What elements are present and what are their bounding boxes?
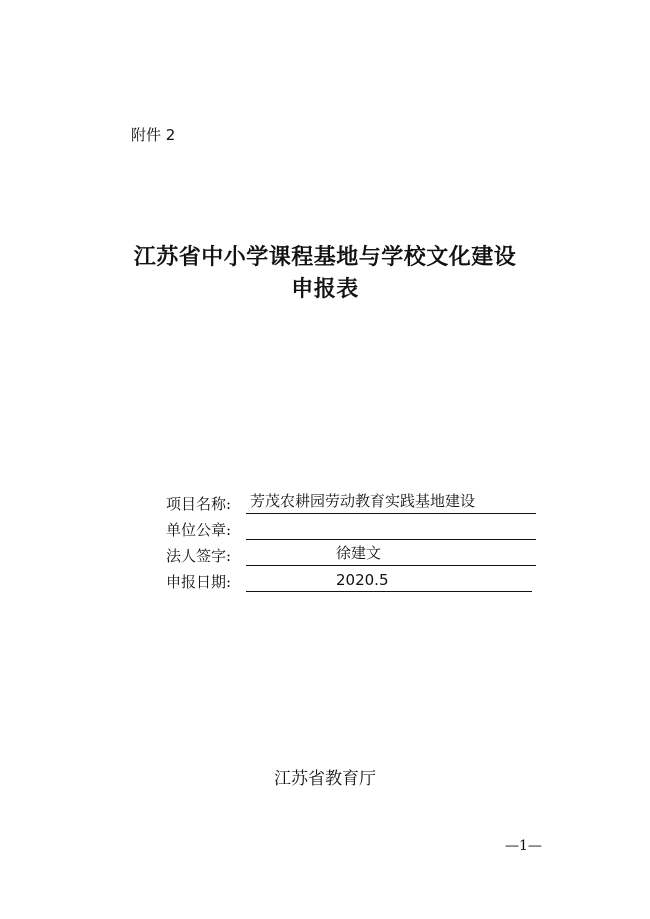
page-number: —1— [505,838,542,854]
document-title-line1: 江苏省中小学课程基地与学校文化建设 [133,245,517,270]
application-date-field [246,569,532,592]
document-title-line2: 申报表 [291,277,359,302]
application-date-label: 申报日期: [166,573,232,591]
application-date-value: 2020.5 [336,571,389,589]
unit-seal-field [246,517,536,540]
unit-seal-label: 单位公章: [166,521,232,539]
form-row-project-name [166,488,546,514]
legal-signature-field [246,543,536,566]
project-name-value: 芳茂农耕园劳动教育实践基地建设 [250,492,476,510]
project-name-label: 项目名称: [166,495,232,513]
form-row-application-date [166,566,546,592]
attachment-label: 附件 2 [131,126,176,144]
form-row-unit-seal [166,514,546,540]
legal-signature-label: 法人签字: [166,547,232,565]
issuing-authority: 江苏省教育厅 [274,769,376,789]
legal-signature-value: 徐建文 [336,544,382,562]
project-name-field [246,491,536,514]
form-row-legal-signature [166,540,546,566]
application-form [166,488,546,592]
